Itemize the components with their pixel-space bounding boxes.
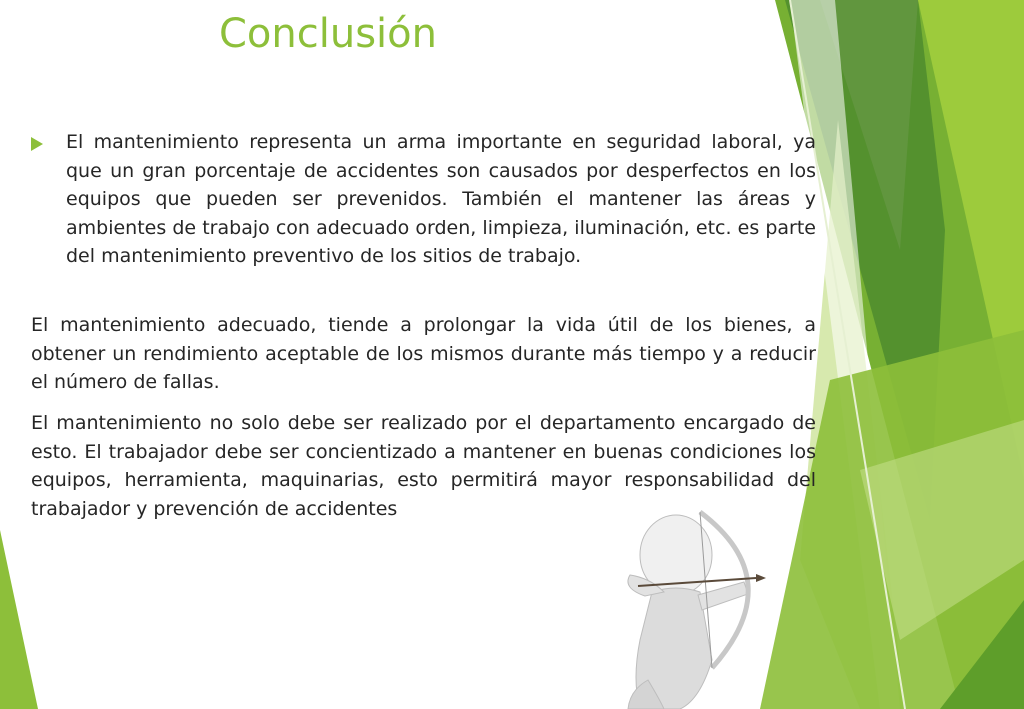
bullet-item [31, 128, 816, 271]
paragraph-2: El mantenimiento no solo debe ser realizado por el departamento encargado de esto. El trabajador debe ser concientizado a mantener en buenas condiciones los equipos, herramienta, maquinarias, esto permitirá mayor responsabilidad del trabajador y prevención de accidentes [31, 412, 816, 520]
paragraph-1: El mantenimiento adecuado, tiende a prolongar la vida útil de los bienes, a obtener un rendimiento aceptable de los mismos durante más tiempo y a reducir el número de fallas. [31, 314, 816, 393]
slide-title: Conclusión [219, 11, 437, 57]
bullet-arrow-icon [31, 137, 43, 151]
archer-arrowhead [756, 574, 766, 582]
left-green-wedge [0, 530, 38, 709]
bullet-text: El mantenimiento representa un arma importante en seguridad laboral, ya que un gran porcentaje de accidentes son causados por desperfectos en los equipos que pueden ser prevenidos. También el mantener las áreas y ambientes de trabajo con adecuado orden, limpieza, iluminación, etc. es parte del mantenimiento preventivo de los sitios de trabajo. [66, 131, 816, 267]
archer-figure-image [628, 512, 766, 709]
